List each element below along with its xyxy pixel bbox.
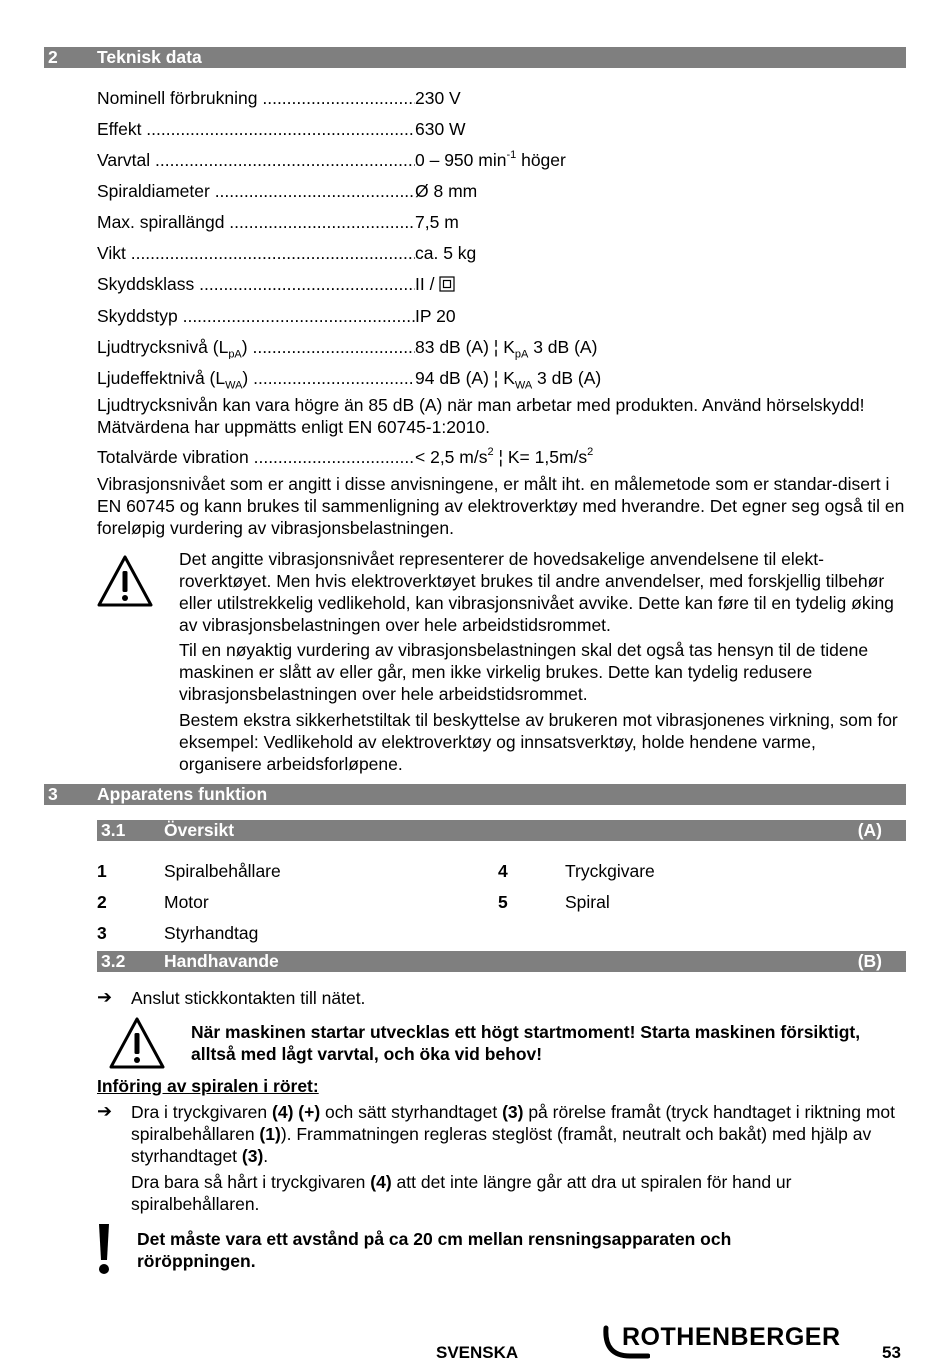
spec-label: Vikt ..... bbox=[97, 241, 415, 265]
spec-row bbox=[97, 117, 657, 141]
spec-value: 630 W bbox=[415, 119, 466, 139]
arrow-right-icon: ➔ bbox=[97, 1101, 113, 1121]
spec-label: Nominell förbrukning ..... bbox=[97, 86, 415, 110]
warning-triangle-icon bbox=[108, 1016, 166, 1070]
subheading: Införing av spiralen i röret: bbox=[97, 1076, 319, 1096]
page-number: 53 bbox=[882, 1343, 901, 1362]
spec-label: Ljudtrycksnivå $(L_{pA})$ ..... bbox=[97, 335, 415, 359]
spec-value: II / bbox=[415, 272, 455, 296]
warning-text: När maskinen startar utvecklas ett högt startmoment! Starta maskinen försiktigt, alltså med lågt varvtal, och öka vid behov! bbox=[191, 1022, 861, 1064]
spec-label: Effekt ..... bbox=[97, 117, 415, 141]
spec-value: 0 – 950 $\min^{-1}$ höger bbox=[415, 149, 566, 170]
spec-row bbox=[97, 304, 657, 328]
subsection-header-3-1 bbox=[97, 820, 906, 841]
spec-value: ca. 5 kg bbox=[415, 243, 477, 263]
spec-value: 83 dB (A) ¦ $K_{pA}$ 3 dB (A) bbox=[415, 337, 598, 361]
arrow-right-icon: ➔ bbox=[97, 987, 113, 1007]
spec-row bbox=[97, 179, 657, 203]
spec-value: 230 V bbox=[415, 88, 461, 108]
step-text: Anslut stickkontakten till nätet. bbox=[131, 988, 366, 1008]
warning-triangle-icon bbox=[96, 554, 154, 608]
spec-label: Varvtal ..... bbox=[97, 148, 415, 172]
part-number: 1 bbox=[97, 861, 107, 881]
noise-note: Ljudtrycksnivån kan vara högre än 85 dB (A) när man arbetar med produkten. Använd hörselskydd! Mätvärdena har uppmätts enligt EN 60745-1:2010. bbox=[97, 395, 865, 437]
footer-language: SVENSKA bbox=[436, 1343, 519, 1362]
spec-value: 94 dB (A) ¦ $K_{WA}$ 3 dB (A) bbox=[415, 368, 602, 392]
spec-label: Skyddstyp ..... bbox=[97, 304, 415, 328]
subsection-title: Översikt bbox=[164, 820, 235, 840]
section-number: 2 bbox=[48, 47, 58, 67]
spec-label: Max. spirallängd ..... bbox=[97, 210, 415, 234]
part-number: 3 bbox=[97, 923, 107, 943]
spec-label: Totalvärde vibration ..... bbox=[97, 445, 415, 469]
spec-row bbox=[97, 241, 657, 265]
part-name: Styrhandtag bbox=[164, 923, 259, 943]
figure-reference: (A) bbox=[857, 820, 882, 840]
spec-value: Ø 8 mm bbox=[415, 181, 478, 201]
section-title: Teknisk data bbox=[97, 47, 202, 67]
part-name: Spiral bbox=[565, 892, 610, 912]
subsection-number: 3.2 bbox=[101, 951, 126, 971]
spec-value: IP 20 bbox=[415, 306, 456, 326]
spec-label: Spiraldiameter ..... bbox=[97, 179, 415, 203]
spec-row bbox=[97, 366, 657, 390]
section-number: 3 bbox=[48, 784, 58, 804]
part-number: 2 bbox=[97, 892, 107, 912]
spec-row bbox=[97, 148, 657, 172]
part-name: Spiralbehållare bbox=[164, 861, 281, 881]
subsection-title: Handhavande bbox=[164, 951, 279, 971]
step-text: Dra i tryckgivaren (4) (+) och sätt styrhandtaget (3) på rörelse framåt (tryck handtaget i riktning mot spiralbehållaren (1)). Frammatningen regleras steglöst (framåt, neutralt och bakåt) med hjälp av styrhandtaget (3). bbox=[131, 1102, 895, 1166]
part-name: Motor bbox=[164, 892, 209, 912]
spec-row bbox=[97, 210, 657, 234]
vibration-paragraph: Vibrasjonsnivået som er angitt i disse anvisningene, er målt iht. en målemetode som er standar-disert i EN 60745 og kann brukes til sammenligning av elektroverktøy med hverandre. Det egner seg også til en foreløpig vurdering av vibrasjonsbelastningen. bbox=[97, 474, 905, 538]
part-number: 4 bbox=[498, 861, 508, 881]
spec-row bbox=[97, 272, 657, 296]
part-number: 5 bbox=[498, 892, 508, 912]
section-title: Apparatens funktion bbox=[97, 784, 268, 804]
exclamation-icon bbox=[96, 1222, 112, 1276]
spec-label: Ljudeffektnivå $(L_{WA})$ ..... bbox=[97, 366, 415, 390]
spec-value: 7,5 m bbox=[415, 212, 459, 232]
subsection-number: 3.1 bbox=[101, 820, 126, 840]
spec-label: Skyddsklass ..... bbox=[97, 272, 415, 296]
section-header-2 bbox=[44, 47, 906, 68]
warning-paragraph: Det angitte vibrasjonsnivået representerer de hovedsakelige anvendelsene til elekt-roverktøyet. Men hvis elektroverktøyet brukes til andre anvendelser, med forskjellig tilbehør eller utilstrekkelig vedlikehold, kan vibrasjonsnivået avvike. Dette kan føre til en tydelig øking av vibrasjonsbelastningen over hele arbeidstidsrommet. bbox=[179, 549, 894, 635]
warning-paragraph: Bestem ekstra sikkerhetstiltak til beskyttelse av brukeren mot vibrasjonenes virkning, som for eksempel: Vedlikehold av elektroverktøy og innsatsverktøy, holde hendene varme, organisere arbeidsforløpene. bbox=[179, 710, 898, 774]
vibration-row bbox=[97, 445, 657, 469]
protection-class-icon bbox=[439, 276, 455, 292]
figure-reference: (B) bbox=[857, 951, 882, 971]
footer-brand: ROTHENBERGER bbox=[622, 1323, 841, 1351]
warning-paragraph: Til en nøyaktig vurdering av vibrasjonsbelastningen skal det også tas hensyn til de tidene maskinen er slått av eller går, men ikke virkelig brukes. Dette kan tydelig redusere vibrasjonsbelastningen over hele arbeidstidsrommet. bbox=[179, 640, 869, 704]
note-text: Det måste vara ett avstånd på ca 20 cm mellan rensningsapparaten och röröppningen. bbox=[137, 1229, 732, 1271]
spec-row bbox=[97, 86, 657, 110]
subsection-header-3-2 bbox=[97, 951, 906, 972]
part-name: Tryckgivare bbox=[565, 861, 655, 881]
spec-value: < 2,5 $m/s^2$ ¦ $K= 1,5m/s^2$ bbox=[415, 446, 594, 467]
step-text: Dra bara så hårt i tryckgivaren (4) att det inte längre går att dra ut spiralen för hand ur spiralbehållaren. bbox=[131, 1172, 792, 1214]
section-header-3 bbox=[44, 784, 906, 805]
spec-row bbox=[97, 335, 657, 359]
